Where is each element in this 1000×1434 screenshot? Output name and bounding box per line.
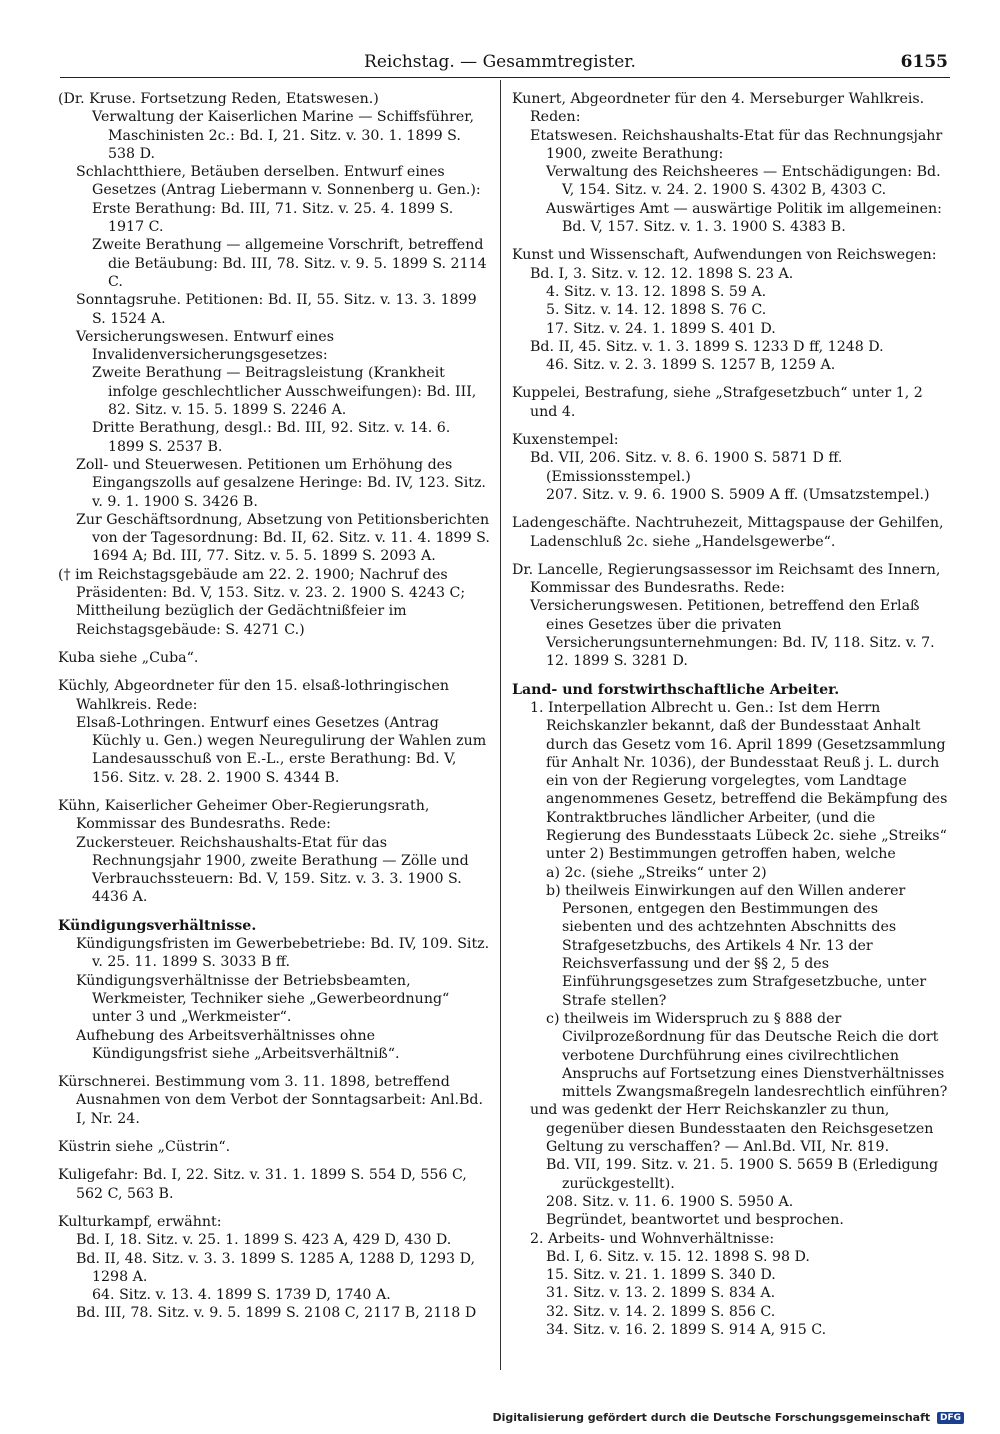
entry-subheading: Versicherungswesen. Entwurf eines Invalidenversicherungsgesetzes: [76, 328, 334, 364]
entry-kruse [58, 90, 490, 639]
entry-line: Bd. I, 3. Sitz. v. 12. 12. 1898 S. 23 A. [530, 265, 794, 282]
entry-line: Dritte Berathung, desgl.: Bd. III, 92. Sitz. v. 14. 6. 1899 S. 2537 B. [92, 420, 451, 455]
entry-line: Bd. VII, 206. Sitz. v. 8. 6. 1900 S. 5871 D ff. (Emissionsstempel.) [530, 450, 843, 485]
entry-kunst [512, 246, 950, 374]
entry-heading: Kuligefahr: Bd. I, 22. Sitz. v. 31. 1. 1899 S. 554 D, 556 C, 562 C, 563 B. [58, 1167, 467, 1202]
entry-line: 64. Sitz. v. 13. 4. 1899 S. 1739 D, 1740 A. [92, 1287, 391, 1304]
entry-heading: Kuppelei, Bestrafung, siehe „Strafgesetzbuch“ unter 1, 2 und 4. [512, 385, 923, 420]
entry-land-und-forstwirthschaft [512, 681, 950, 1340]
entry-line: Bd. VII, 199. Sitz. v. 21. 5. 1900 S. 5659 B (Erledigung zurückgestellt). [546, 1157, 939, 1192]
entry-line: 31. Sitz. v. 13. 2. 1899 S. 834 A. [546, 1285, 776, 1302]
entry-subheading: Elsaß-Lothringen. Entwurf eines Gesetzes (Antrag Küchly u. Gen.) wegen Neuregulirung der Wahlen zum Landesausschuß von E.-L., erste Berathung: Bd. V, 156. Sitz. v. 28. 2. 1900 S. 4344 B. [76, 714, 487, 786]
entry-line: Verwaltung des Reichsheeres — Entschädigungen: Bd. V, 154. Sitz. v. 24. 2. 1900 S. 4302 B, 4303 C. [546, 164, 941, 199]
entry-line: Erste Berathung: Bd. III, 71. Sitz. v. 25. 4. 1899 S. 1917 C. [92, 200, 454, 236]
entry-lancelle [512, 561, 950, 671]
entry-line: Zweite Berathung — Beitragsleistung (Krankheit infolge geschlechtlicher Ausschweifungen): Bd. III, 82. Sitz. v. 15. 5. 1899 S. 2246 A. [92, 365, 477, 419]
entry-kuestrin [58, 1138, 490, 1156]
entry-kuendigungsverhaeltnisse [58, 917, 490, 1063]
entry-line: Begründet, beantwortet und besprochen. [546, 1212, 844, 1229]
entry-line: Auswärtiges Amt — auswärtige Politik im allgemeinen: Bd. V, 157. Sitz. v. 1. 3. 1900 S. 4383 B. [546, 200, 942, 236]
entry-line: Verwaltung der Kaiserlichen Marine — Schiffsführer, Maschinisten 2c.: Bd. I, 21. Sitz. v. 30. 1. 1899 S. 538 D. [92, 109, 475, 162]
entry-line: 208. Sitz. v. 11. 6. 1900 S. 5950 A. [546, 1193, 794, 1210]
entry-line: 207. Sitz. v. 9. 6. 1900 S. 5909 A ff. (Umsatzstempel.) [546, 486, 930, 503]
entry-subheading: Sonntagsruhe. Petitionen: Bd. II, 55. Sitz. v. 13. 3. 1899 S. 1524 A. [76, 292, 477, 327]
entry-line: Bd. III, 78. Sitz. v. 9. 5. 1899 S. 2108 C, 2117 B, 2118 D [76, 1305, 477, 1322]
entry-heading: Kunst und Wissenschaft, Aufwendungen von Reichswegen: [512, 247, 937, 264]
entry-kuppelei [512, 384, 950, 421]
entry-line: 15. Sitz. v. 21. 1. 1899 S. 340 D. [546, 1267, 776, 1284]
entry-heading: Kündigungsverhältnisse. [58, 917, 257, 934]
entry-line: a) 2c. (siehe „Streiks“ unter 2) [546, 864, 767, 881]
footer-credit [492, 1411, 964, 1424]
entry-subheading: Versicherungswesen. Petitionen, betreffend den Erlaß eines Gesetzes über die privaten Versicherungsunternehmungen: Bd. IV, 118. Sitz. v. 7. 12. 1899 S. 3281 D. [530, 598, 935, 670]
entry-subheading: Zoll- und Steuerwesen. Petitionen um Erhöhung des Eingangszolls auf gesalzene Heringe: Bd. IV, 123. Sitz. v. 9. 1. 1900 S. 3426 B. [76, 456, 486, 510]
entry-subheading: Schlachtthiere, Betäuben derselben. Entwurf eines Gesetzes (Antrag Liebermann v. Sonnenberg u. Gen.): [76, 164, 481, 199]
entry-subheading: Zuckersteuer. Reichshaushalts-Etat für das Rechnungsjahr 1900, zweite Berathung — Zölle und Verbrauchssteuern: Bd. V, 159. Sitz. v. 3. 3. 1900 S. 4436 A. [76, 834, 469, 906]
entry-subheading: Etatswesen. Reichshaushalts-Etat für das Rechnungsjahr 1900, zweite Berathung: [530, 127, 943, 162]
left-column [58, 90, 490, 1333]
entry-heading: Kulturkampf, erwähnt: [58, 1213, 222, 1230]
entry-line: 46. Sitz. v. 2. 3. 1899 S. 1257 B, 1259 A. [546, 357, 836, 374]
entry-line: Zweite Berathung — allgemeine Vorschrift, betreffend die Betäubung: Bd. III, 78. Sitz. v. 9. 5. 1899 S. 2114 C. [92, 237, 487, 290]
entry-line: 1. Interpellation Albrecht u. Gen.: Ist dem Herrn Reichskanzler bekannt, daß der Bundesstaat Anhalt durch das Gesetz vom 16. April 1899 (Gesetzsammlung für Anhalt Nr. 1036), der Bundesstaat Reuß j. L. durch ein von der Regierung vorgelegtes, vom Landtage angenommenes Gesetz, betreffend die Bekämpfung des Kontraktbruches ländlicher Arbeiter, (und die Regierung des Bundesstaats Lübeck 2c. siehe „Streiks“ unter 2) Bestimmungen getroffen haben, welche [530, 699, 948, 863]
entry-line: 4. Sitz. v. 13. 12. 1898 S. 59 A. [546, 283, 767, 300]
entry-heading: Kunert, Abgeordneter für den 4. Merseburger Wahlkreis. Reden: [512, 91, 925, 126]
entry-line: Kündigungsfristen im Gewerbebetriebe: Bd. IV, 109. Sitz. v. 25. 11. 1899 S. 3033 B ff. [76, 936, 490, 971]
entry-heading: Kühn, Kaiserlicher Geheimer Ober-Regierungsrath, Kommissar des Bundesraths. Rede: [58, 797, 430, 833]
entry-line: 17. Sitz. v. 24. 1. 1899 S. 401 D. [546, 320, 776, 337]
entry-heading: Kuxenstempel: [512, 432, 619, 449]
entry-note: († im Reichstagsgebäude am 22. 2. 1900; Nachruf des Präsidenten: Bd. V, 153. Sitz. v. 23. 2. 1900 S. 4243 C; Mittheilung bezüglich der Gedächtnißfeier im Reichstagsgebäude: S. 4271 C.) [58, 566, 466, 638]
entry-kuba [58, 649, 490, 667]
entry-heading: Ladengeschäfte. Nachtruhezeit, Mittagspause der Gehilfen, Ladenschluß 2c. siehe „Handelsgewerbe“. [512, 515, 944, 550]
entry-line: Bd. I, 18. Sitz. v. 25. 1. 1899 S. 423 A, 429 D, 430 D. [76, 1232, 452, 1249]
page-number: 6155 [900, 52, 948, 72]
entry-heading: (Dr. Kruse. Fortsetzung Reden, Etatswesen.) [58, 91, 379, 107]
header-rule [60, 77, 950, 78]
entry-line: Bd. II, 48. Sitz. v. 3. 3. 1899 S. 1285 A, 1288 D, 1293 D, 1298 A. [76, 1250, 475, 1285]
entry-line: Bd. II, 45. Sitz. v. 1. 3. 1899 S. 1233 D ff, 1248 D. [530, 338, 884, 355]
entry-line: b) theilweis Einwirkungen auf den Willen anderer Personen, entgegen den Bestimmungen des siebenten und des achtzehnten Abschnitts des Strafgesetzbuchs, des Artikels 4 Nr. 13 der Reichsverfassung und der §§ 2, 5 des Einführungsgesetzes zum Strafgesetzbuche, unter Strafe stellen? [546, 882, 927, 1009]
entry-line: 32. Sitz. v. 14. 2. 1899 S. 856 C. [546, 1303, 776, 1320]
entry-kunert [512, 90, 950, 236]
entry-heading: Küstrin siehe „Cüstrin“. [58, 1139, 231, 1156]
entry-kuligefahr [58, 1166, 490, 1203]
entry-kuxenstempel [512, 431, 950, 504]
entry-line: Bd. I, 6. Sitz. v. 15. 12. 1898 S. 98 D. [546, 1248, 810, 1265]
entry-subheading: Zur Geschäftsordnung, Absetzung von Petitionsberichten von der Tagesordnung: Bd. II, 62. Sitz. v. 11. 4. 1899 S. 1694 A; Bd. III, 77. Sitz. v. 5. 5. 1899 S. 2093 A. [76, 511, 490, 565]
entry-kuechly [58, 677, 490, 787]
entry-kulturkampf [58, 1213, 490, 1323]
entry-kuehn [58, 797, 490, 907]
entry-line: c) theilweis im Widerspruch zu § 888 der Civilprozeßordnung für das Deutsche Reich die dort verbotene Durchführung eines civilrechtlichen Anspruchs auf Fortsetzung eines Dienstverhältnisses mittels Zwangsmaßregeln landesrechtlich einführen? [546, 1010, 948, 1101]
entry-line: 2. Arbeits- und Wohnverhältnisse: [530, 1230, 775, 1247]
entry-line: 34. Sitz. v. 16. 2. 1899 S. 914 A, 915 C. [546, 1322, 827, 1338]
right-column [512, 90, 950, 1349]
footer-text: Digitalisierung gefördert durch die Deutsche Forschungsgemeinschaft [492, 1411, 931, 1424]
entry-heading: Land- und forstwirthschaftliche Arbeiter. [512, 681, 840, 698]
page-header [0, 52, 1000, 76]
entry-heading: Kuba siehe „Cuba“. [58, 649, 199, 666]
entry-ladengeschaefte [512, 514, 950, 551]
entry-line: 5. Sitz. v. 14. 12. 1898 S. 76 C. [546, 302, 767, 319]
entry-heading: Küchly, Abgeordneter für den 15. elsaß-lothringischen Wahlkreis. Rede: [58, 678, 450, 713]
dfg-logo: DFG [937, 1412, 964, 1424]
entry-heading: Dr. Lancelle, Regierungsassessor im Reichsamt des Innern, Kommissar des Bundesraths. Rede: [512, 561, 941, 597]
running-title: Reichstag. — Gesammtregister. [364, 52, 636, 72]
column-divider [500, 80, 501, 1370]
entry-heading: Kürschnerei. Bestimmung vom 3. 11. 1898, betreffend Ausnahmen von dem Verbot der Sonntagsarbeit: Anl.Bd. I, Nr. 24. [58, 1074, 484, 1127]
entry-line: Aufhebung des Arbeitsverhältnisses ohne Kündigungsfrist siehe „Arbeitsverhältniß“. [76, 1027, 400, 1062]
entry-line: Kündigungsverhältnisse der Betriebsbeamten, Werkmeister, Techniker siehe „Gewerbeordnung“ unter 3 und „Werkmeister“. [76, 972, 450, 1026]
entry-kuerschnerei [58, 1073, 490, 1128]
entry-line: und was gedenkt der Herr Reichskanzler zu thun, gegenüber diesen Bundesstaaten den Reichsgesetzen Geltung zu verschaffen? — Anl.Bd. VII, Nr. 819. [530, 1102, 934, 1156]
